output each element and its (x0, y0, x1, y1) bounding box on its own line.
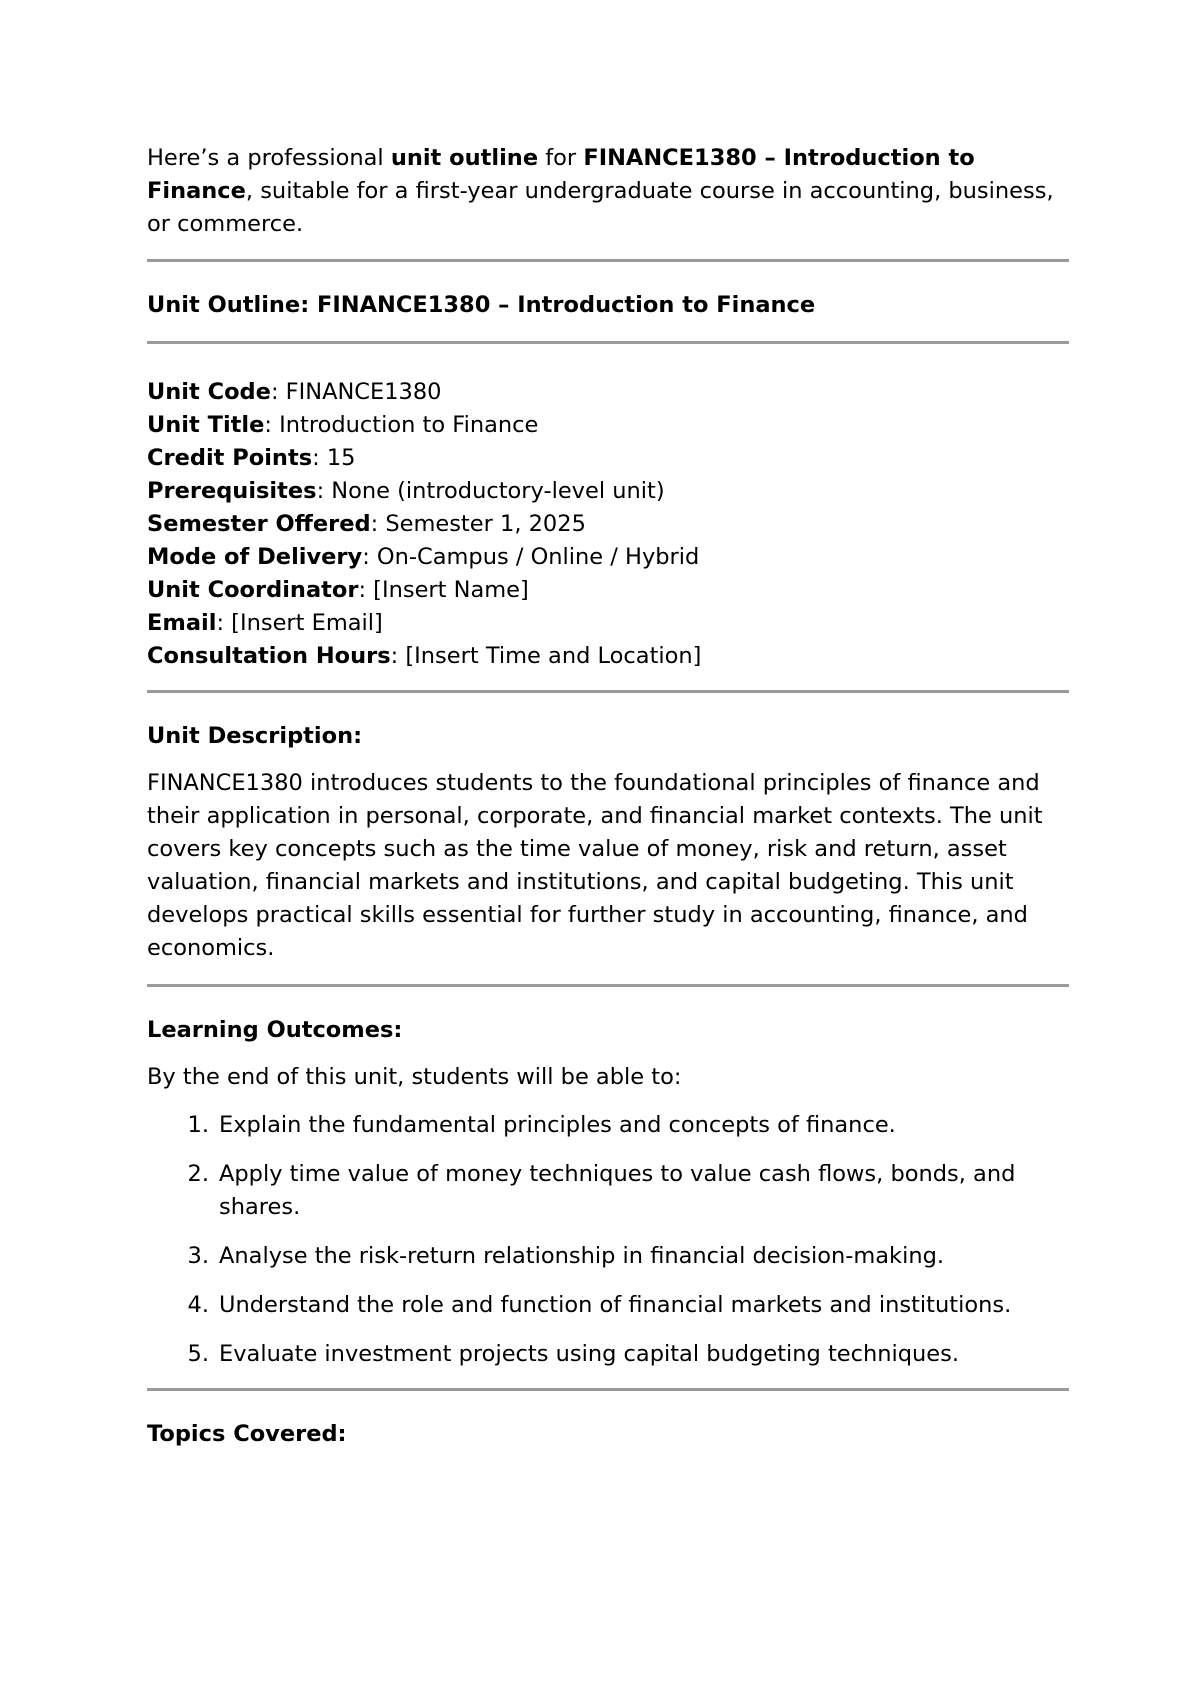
document-page (147, 142, 1069, 1451)
detail-row-semester-offered (147, 508, 1069, 541)
learning-outcomes-list (147, 1109, 1069, 1371)
detail-row-mode-of-delivery (147, 541, 1069, 574)
list-item-number: 1. (187, 1112, 209, 1138)
detail-value: : None (introductory-level unit) (316, 478, 665, 504)
detail-value: : On-Campus / Online / Hybrid (362, 544, 700, 570)
detail-label: Mode of Delivery (147, 544, 363, 570)
horizontal-rule (147, 341, 1069, 344)
detail-row-credit-points (147, 442, 1069, 475)
list-item (147, 1158, 1069, 1224)
detail-label: Prerequisites (147, 478, 317, 504)
intro-text-1: Here’s a professional (147, 145, 391, 171)
intro-text-2: for (538, 145, 584, 171)
list-item (147, 1109, 1069, 1142)
list-item (147, 1338, 1069, 1371)
detail-label: Credit Points (147, 445, 313, 471)
list-item (147, 1240, 1069, 1273)
description-body: FINANCE1380 introduces students to the foundational principles of finance and their application in personal, corporate, and financial market contexts. The unit covers key concepts such as the time value of money, risk and return, asset valuation, financial markets and institutions, and capital budgeting. This unit develops practical skills essential for further study in accounting, finance, and economics. (147, 770, 1043, 961)
horizontal-rule (147, 1388, 1069, 1391)
detail-label: Unit Code (147, 379, 271, 405)
detail-label: Semester Offered (147, 511, 371, 537)
detail-row-prerequisites (147, 475, 1069, 508)
topics-heading-text: Topics Covered: (147, 1421, 347, 1447)
learning-outcomes-heading (147, 1014, 1069, 1047)
list-item-text: Explain the fundamental principles and concepts of finance. (219, 1112, 896, 1138)
detail-value: : Semester 1, 2025 (370, 511, 586, 537)
list-item (147, 1289, 1069, 1322)
intro-bold-unit-outline: unit outline (390, 145, 539, 171)
detail-value: : Introduction to Finance (264, 412, 539, 438)
detail-row-consultation-hours (147, 640, 1069, 673)
detail-value: : [Insert Name] (358, 577, 529, 603)
list-item-text: Analyse the risk-return relationship in financial decision-making. (219, 1243, 945, 1269)
detail-label: Email (147, 610, 217, 636)
list-item-number: 5. (187, 1341, 209, 1367)
detail-row-unit-code (147, 376, 1069, 409)
detail-row-email (147, 607, 1069, 640)
list-item-number: 4. (187, 1292, 209, 1318)
list-item-text: Evaluate investment projects using capital budgeting techniques. (219, 1341, 960, 1367)
unit-details (147, 376, 1069, 673)
detail-label: Consultation Hours (147, 643, 391, 669)
learning-outcomes-intro: By the end of this unit, students will be able to: (147, 1064, 682, 1090)
detail-row-unit-title (147, 409, 1069, 442)
horizontal-rule (147, 259, 1069, 262)
detail-value: : [Insert Email] (216, 610, 383, 636)
detail-value: : 15 (312, 445, 356, 471)
intro-paragraph (147, 142, 1069, 241)
outline-title-text: Unit Outline: FINANCE1380 – Introduction to Finance (147, 292, 816, 318)
list-item-text: Understand the role and function of financial markets and institutions. (219, 1292, 1012, 1318)
intro-text-3: , suitable for a first-year undergraduate course in accounting, business, or commerce. (147, 178, 1054, 237)
horizontal-rule (147, 984, 1069, 987)
description-heading-text: Unit Description: (147, 723, 363, 749)
detail-value: : [Insert Time and Location] (390, 643, 702, 669)
detail-row-unit-coordinator (147, 574, 1069, 607)
topics-heading (147, 1418, 1069, 1451)
detail-label: Unit Coordinator (147, 577, 359, 603)
detail-value: : FINANCE1380 (270, 379, 442, 405)
outline-title (147, 289, 1069, 322)
learning-outcomes-heading-text: Learning Outcomes: (147, 1017, 403, 1043)
list-item-number: 3. (187, 1243, 209, 1269)
description-heading (147, 720, 1069, 753)
list-item-text: Apply time value of money techniques to value cash flows, bonds, and shares. (219, 1161, 1016, 1220)
detail-label: Unit Title (147, 412, 265, 438)
horizontal-rule (147, 690, 1069, 693)
intro-bold-course-name: FINANCE1380 – Introduction to Finance (147, 145, 975, 204)
list-item-number: 2. (187, 1161, 209, 1187)
